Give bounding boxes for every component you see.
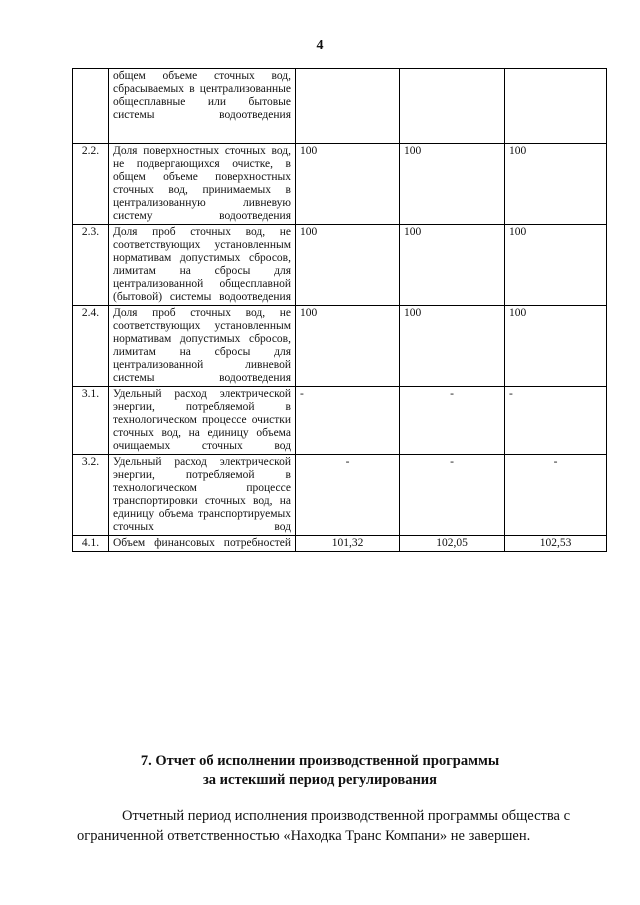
value-cell: 101,32 [296,536,400,552]
table-row [73,306,607,387]
indicator-name: Удельный расход электрической энергии, потребляемой в технологическом процессе транспортировки сточных вод, на единицу объема транспортируемых сточных вод [109,455,296,536]
value-cell [296,69,400,144]
value-cell: 100 [505,306,607,387]
table-row [73,69,607,144]
table-row [73,455,607,536]
value-cell: 100 [400,144,505,225]
indicator-name: Доля поверхностных сточных вод, не подвергающихся очистке, в общем объеме поверхностных сточных вод, принимаемых в централизованную ливневую систему водоотведения [109,144,296,225]
row-number: 3.2. [73,455,109,536]
value-cell: - [400,387,505,455]
indicator-name: Доля проб сточных вод, не соответствующих установленным нормативам допустимых сбросов, лимитам на сбросы для централизованной ливневой системы водоотведения [109,306,296,387]
indicator-name: Объем финансовых потребностей [109,536,296,552]
value-cell [505,69,607,144]
table-row [73,225,607,306]
row-number: 2.3. [73,225,109,306]
section-title-line: 7. Отчет об исполнении производственной программы [140,753,500,769]
value-cell: 102,53 [505,536,607,552]
row-number: 2.2. [73,144,109,225]
page-number: 4 [316,38,324,53]
indicator-name: Доля проб сточных вод, не соответствующих установленным нормативам допустимых сбросов, лимитам на сбросы для централизованной общесплавной (бытовой) системы водоотведения [109,225,296,306]
value-cell: 100 [505,144,607,225]
value-cell: - [296,387,400,455]
indicators-table [72,68,607,552]
table-row [73,387,607,455]
value-cell: - [505,387,607,455]
paragraph-line: ограниченной ответственностью «Находка Транс Компани» не завершен. [77,828,531,844]
value-cell: 102,05 [400,536,505,552]
value-cell: 100 [296,306,400,387]
row-number [73,69,109,144]
row-number: 3.1. [73,387,109,455]
indicator-name: Удельный расход электрической энергии, потребляемой в технологическом процессе очистки сточных вод, на единицу объема очищаемых сточных вод [109,387,296,455]
table-row [73,144,607,225]
report-paragraph [77,806,600,846]
section-title-line: за истекший период регулирования [202,772,438,788]
value-cell: - [505,455,607,536]
value-cell: 100 [505,225,607,306]
section-title [0,752,640,790]
value-cell: 100 [296,225,400,306]
value-cell: 100 [400,225,505,306]
table-row [73,536,607,552]
value-cell [400,69,505,144]
value-cell: 100 [400,306,505,387]
value-cell: 100 [296,144,400,225]
value-cell: - [296,455,400,536]
indicator-name: общем объеме сточных вод, сбрасываемых в централизованные общесплавные или бытовые системы водоотведения [109,69,296,144]
paragraph-line: Отчетный период исполнения производственной программы общества с [122,808,571,824]
row-number: 4.1. [73,536,109,552]
value-cell: - [400,455,505,536]
row-number: 2.4. [73,306,109,387]
